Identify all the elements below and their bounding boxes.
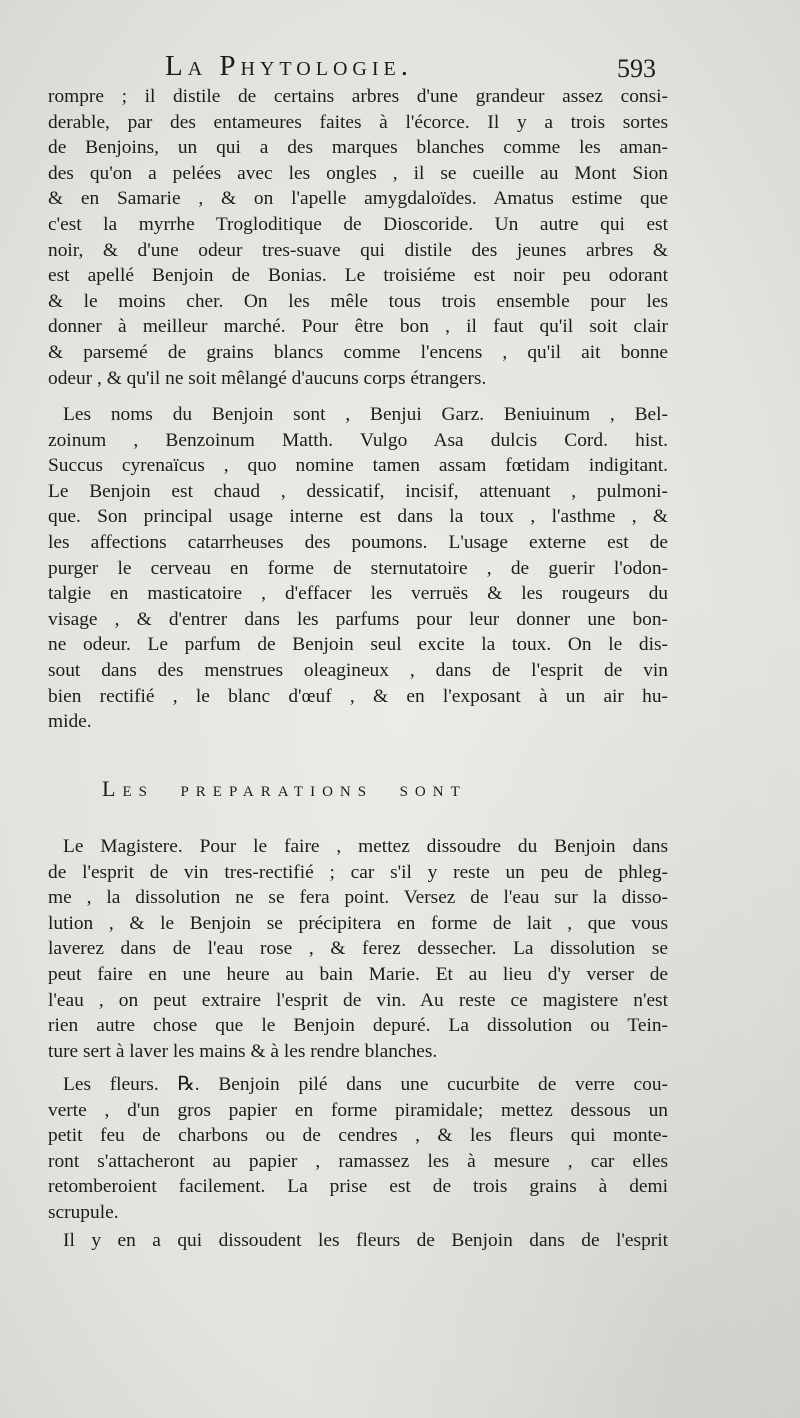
text-line: que. Son principal usage interne est dans la toux , l'asthme , &: [48, 506, 668, 528]
text-line: ne odeur. Le parfum de Benjoin seul excite la toux. On le dis-: [48, 634, 668, 656]
paragraph-dissolution: [48, 1228, 668, 1254]
text-line: rompre ; il distile de certains arbres d'une grandeur assez consi-: [48, 86, 668, 107]
text-line: petit feu de charbons ou de cendres , & les fleurs qui monte-: [48, 1125, 668, 1147]
text-line: sout dans des menstrues oleagineux , dans de l'esprit de vin: [48, 659, 668, 681]
text-line: noir, & d'une odeur tres-suave qui distile des jeunes arbres &: [48, 239, 668, 261]
text-line: ture sert à laver les mains & à les rendre blanches.: [48, 1040, 438, 1062]
paragraph-fleurs: [48, 1072, 668, 1226]
text-line: retomberoient facilement. La prise est de trois grains à demi: [48, 1176, 668, 1198]
paragraph-benjoin-description: [48, 84, 668, 391]
paragraph-benjoin-names: [48, 402, 668, 735]
running-title: La Phytologie.: [165, 50, 413, 82]
text-line: talgie en masticatoire , d'effacer les verruës & les rougeurs du: [48, 583, 668, 605]
text-line: zoinum , Benzoinum Matth. Vulgo Asa dulcis Cord. hist.: [48, 429, 668, 451]
text-line: peut faire en une heure au bain Marie. Et au lieu d'y verser de: [48, 963, 668, 985]
text-line: bien rectifié , le blanc d'œuf , & en l'exposant à un air hu-: [48, 685, 668, 707]
text-line: des qu'on a pelées avec les ongles , il se cueille au Mont Sion: [48, 162, 668, 184]
text-line: & le moins cher. On les mêle tous trois ensemble pour les: [48, 290, 668, 312]
text-line: Le Magistere. Pour le faire , mettez dissoudre du Benjoin dans: [63, 836, 668, 857]
text-line: Succus cyrenaïcus , quo nomine tamen assam fœtidam indigitant.: [48, 455, 668, 477]
text-line: & en Samarie , & on l'apelle amygdaloïdes. Amatus estime que: [48, 188, 668, 210]
text-line: verte , d'un gros papier en forme piramidale; mettez dessous un: [48, 1099, 668, 1121]
text-line: mide.: [48, 711, 92, 733]
section-heading: Les preparations sont: [102, 776, 467, 801]
text-line: odeur , & qu'il ne soit mêlangé d'aucuns corps étrangers.: [48, 367, 487, 389]
text-line: lution , & le Benjoin se précipitera en forme de lait , que vous: [48, 912, 668, 934]
paragraph-magistere: [48, 834, 668, 1064]
text-line: Les fleurs. ℞. Benjoin pilé dans une cucurbite de verre cou-: [63, 1074, 668, 1095]
text-line: me , la dissolution ne se fera point. Versez de l'eau sur la disso-: [48, 887, 668, 909]
text-line: Les noms du Benjoin sont , Benjui Garz. Beniuinum , Bel-: [63, 404, 668, 425]
text-line: c'est la myrrhe Trogloditique de Dioscoride. Un autre qui est: [48, 213, 668, 235]
text-line: Le Benjoin est chaud , dessicatif, incisif, attenuant , pulmoni-: [48, 480, 668, 502]
text-line: ront s'attacheront au papier , ramassez les à mesure , car elles: [48, 1150, 668, 1172]
text-line: rien autre chose que le Benjoin depuré. La dissolution ou Tein-: [48, 1015, 668, 1037]
text-line: purger le cerveau en forme de sternutatoire , de guerir l'odon-: [48, 557, 668, 579]
text-line: donner à meilleur marché. Pour être bon , il faut qu'il soit clair: [48, 316, 668, 338]
text-line: les affections catarrheuses des poumons. L'usage externe est de: [48, 531, 668, 553]
text-line: Il y en a qui dissoudent les fleurs de Benjoin dans de l'esprit: [63, 1230, 668, 1251]
text-line: est apellé Benjoin de Bonias. Le troisiéme est noir peu odorant: [48, 265, 668, 287]
text-line: derable, par des entameures faites à l'écorce. Il y a trois sortes: [48, 111, 668, 133]
text-line: & parsemé de grains blancs comme l'encens , qu'il ait bonne: [48, 341, 668, 363]
text-line: de l'esprit de vin tres-rectifié ; car s'il y reste un peu de phleg-: [48, 861, 668, 883]
text-line: l'eau , on peut extraire l'esprit de vin. Au reste ce magistere n'est: [48, 989, 668, 1011]
text-line: de Benjoins, un qui a des marques blanches comme les aman-: [48, 137, 668, 159]
text-line: laverez dans de l'eau rose , & ferez dessecher. La dissolution se: [48, 938, 668, 960]
text-line: visage , & d'entrer dans les parfums pour leur donner une bon-: [48, 608, 668, 630]
text-line: scrupule.: [48, 1201, 119, 1223]
page-number: 593: [617, 54, 656, 83]
